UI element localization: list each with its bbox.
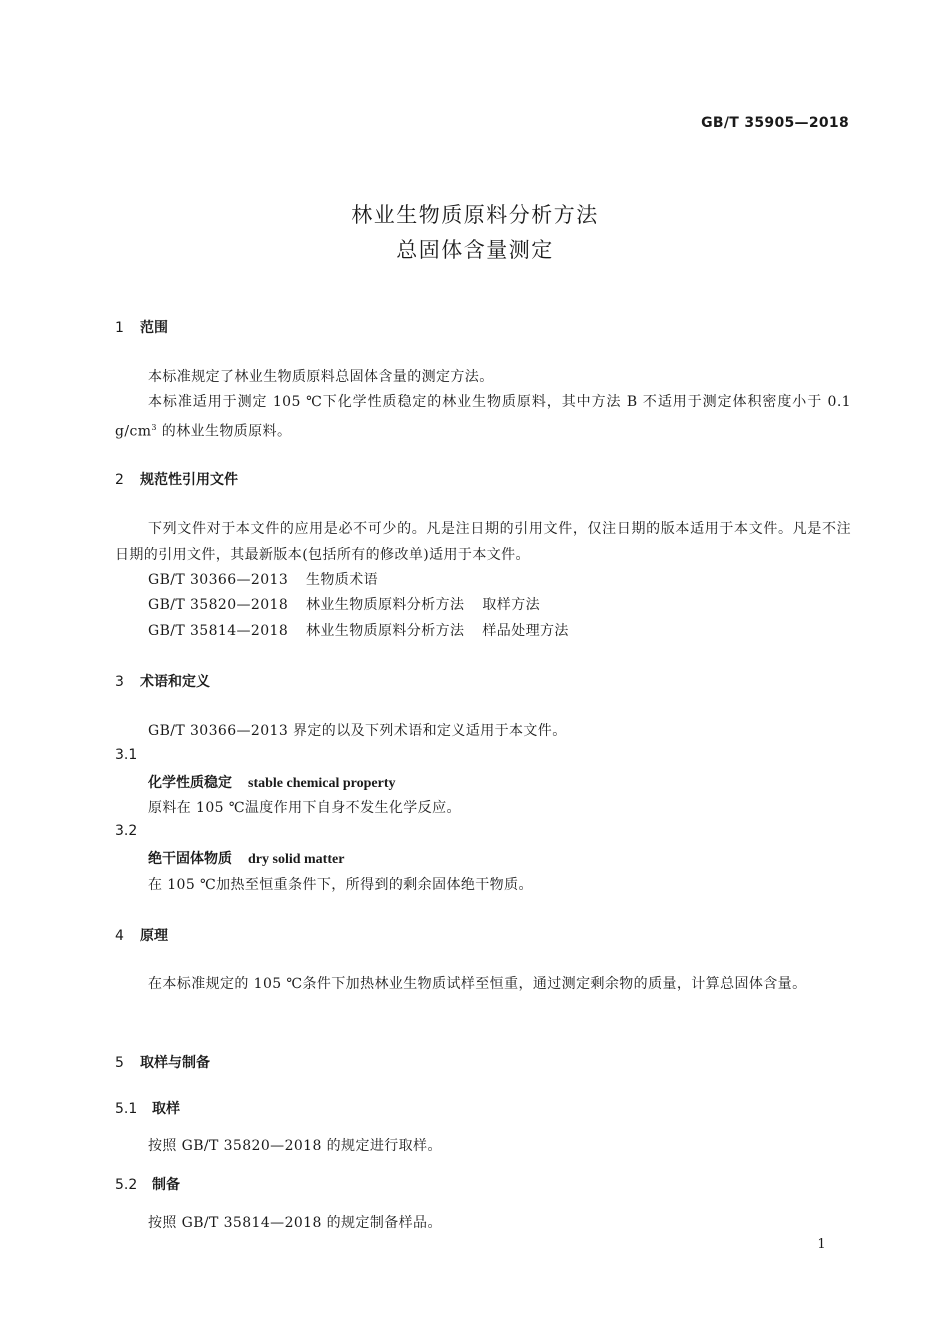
section-number: 1: [115, 320, 124, 336]
paragraph: 本标准规定了林业生物质原料总固体含量的测定方法。: [148, 369, 494, 385]
section-title: 范围: [140, 320, 168, 336]
reference-subtitle: 样品处理方法: [482, 623, 569, 639]
term-chinese: 化学性质稳定: [148, 775, 232, 791]
term-heading: [148, 772, 396, 792]
term-chinese: 绝干固体物质: [148, 851, 232, 867]
term-number: 3.2: [115, 823, 138, 839]
document-title-line1: 林业生物质原料分析方法: [351, 203, 599, 227]
term-definition: 在 105 ℃加热至恒重条件下，所得到的剩余固体绝干物质。: [148, 877, 533, 893]
reference-item: [148, 620, 569, 640]
section-3-heading: [115, 671, 210, 691]
section-title: 术语和定义: [140, 674, 210, 690]
paragraph: [115, 389, 851, 445]
reference-code: GB/T 35820—2018: [148, 597, 289, 613]
section-2-heading: [115, 469, 238, 489]
subsection-number: 5.1: [115, 1101, 138, 1117]
term-number: 3.1: [115, 747, 138, 763]
term-english: stable chemical property: [248, 776, 396, 791]
subsection-5-1-heading: [115, 1098, 180, 1118]
reference-title: 林业生物质原料分析方法: [306, 623, 465, 639]
paragraph-text: 的林业生物质原料。: [156, 423, 292, 440]
section-1-heading: [115, 317, 168, 337]
subsection-number: 5.2: [115, 1177, 138, 1193]
document-title-line2: 总固体含量测定: [396, 238, 554, 262]
reference-title: 林业生物质原料分析方法: [306, 597, 465, 613]
term-heading: [148, 848, 344, 868]
section-title: 规范性引用文件: [140, 472, 238, 488]
term-definition: 原料在 105 ℃温度作用下自身不发生化学反应。: [148, 800, 461, 816]
reference-item: [148, 594, 540, 614]
paragraph: GB/T 30366—2013 界定的以及下列术语和定义适用于本文件。: [148, 723, 567, 739]
section-5-heading: [115, 1052, 210, 1072]
section-number: 3: [115, 674, 124, 690]
subsection-5-2-heading: [115, 1174, 180, 1194]
subsection-title: 制备: [152, 1177, 180, 1193]
paragraph: 在本标准规定的 105 ℃条件下加热林业生物质试样至恒重，通过测定剩余物的质量，计算总固体含量。: [148, 976, 807, 992]
standard-code: GB/T 35905—2018: [701, 115, 849, 131]
reference-code: GB/T 30366—2013: [148, 572, 289, 588]
reference-title: 生物质术语: [306, 572, 378, 588]
paragraph: 按照 GB/T 35814—2018 的规定制备样品。: [148, 1215, 442, 1231]
section-4-heading: [115, 925, 168, 945]
reference-code: GB/T 35814—2018: [148, 623, 289, 639]
section-number: 4: [115, 928, 124, 944]
section-title: 原理: [140, 928, 168, 944]
section-number: 2: [115, 472, 124, 488]
page-number: 1: [817, 1237, 826, 1252]
paragraph-text: 本标准适用于测定 105 ℃下化学性质稳定的林业生物质原料，其中方法 B 不适用于测定体积密度小于 0.1 g/cm: [115, 394, 851, 440]
reference-item: [148, 569, 378, 589]
section-number: 5: [115, 1055, 124, 1071]
subsection-title: 取样: [152, 1101, 180, 1117]
section-title: 取样与制备: [140, 1055, 210, 1071]
reference-subtitle: 取样方法: [482, 597, 541, 613]
paragraph: 下列文件对于本文件的应用是必不可少的。凡是注日期的引用文件，仅注日期的版本适用于本文件。凡是不注日期的引用文件，其最新版本(包括所有的修改单)适用于本文件。: [115, 521, 851, 563]
paragraph: 按照 GB/T 35820—2018 的规定进行取样。: [148, 1138, 442, 1154]
term-english: dry solid matter: [248, 852, 345, 867]
superscript: 3: [151, 423, 157, 432]
